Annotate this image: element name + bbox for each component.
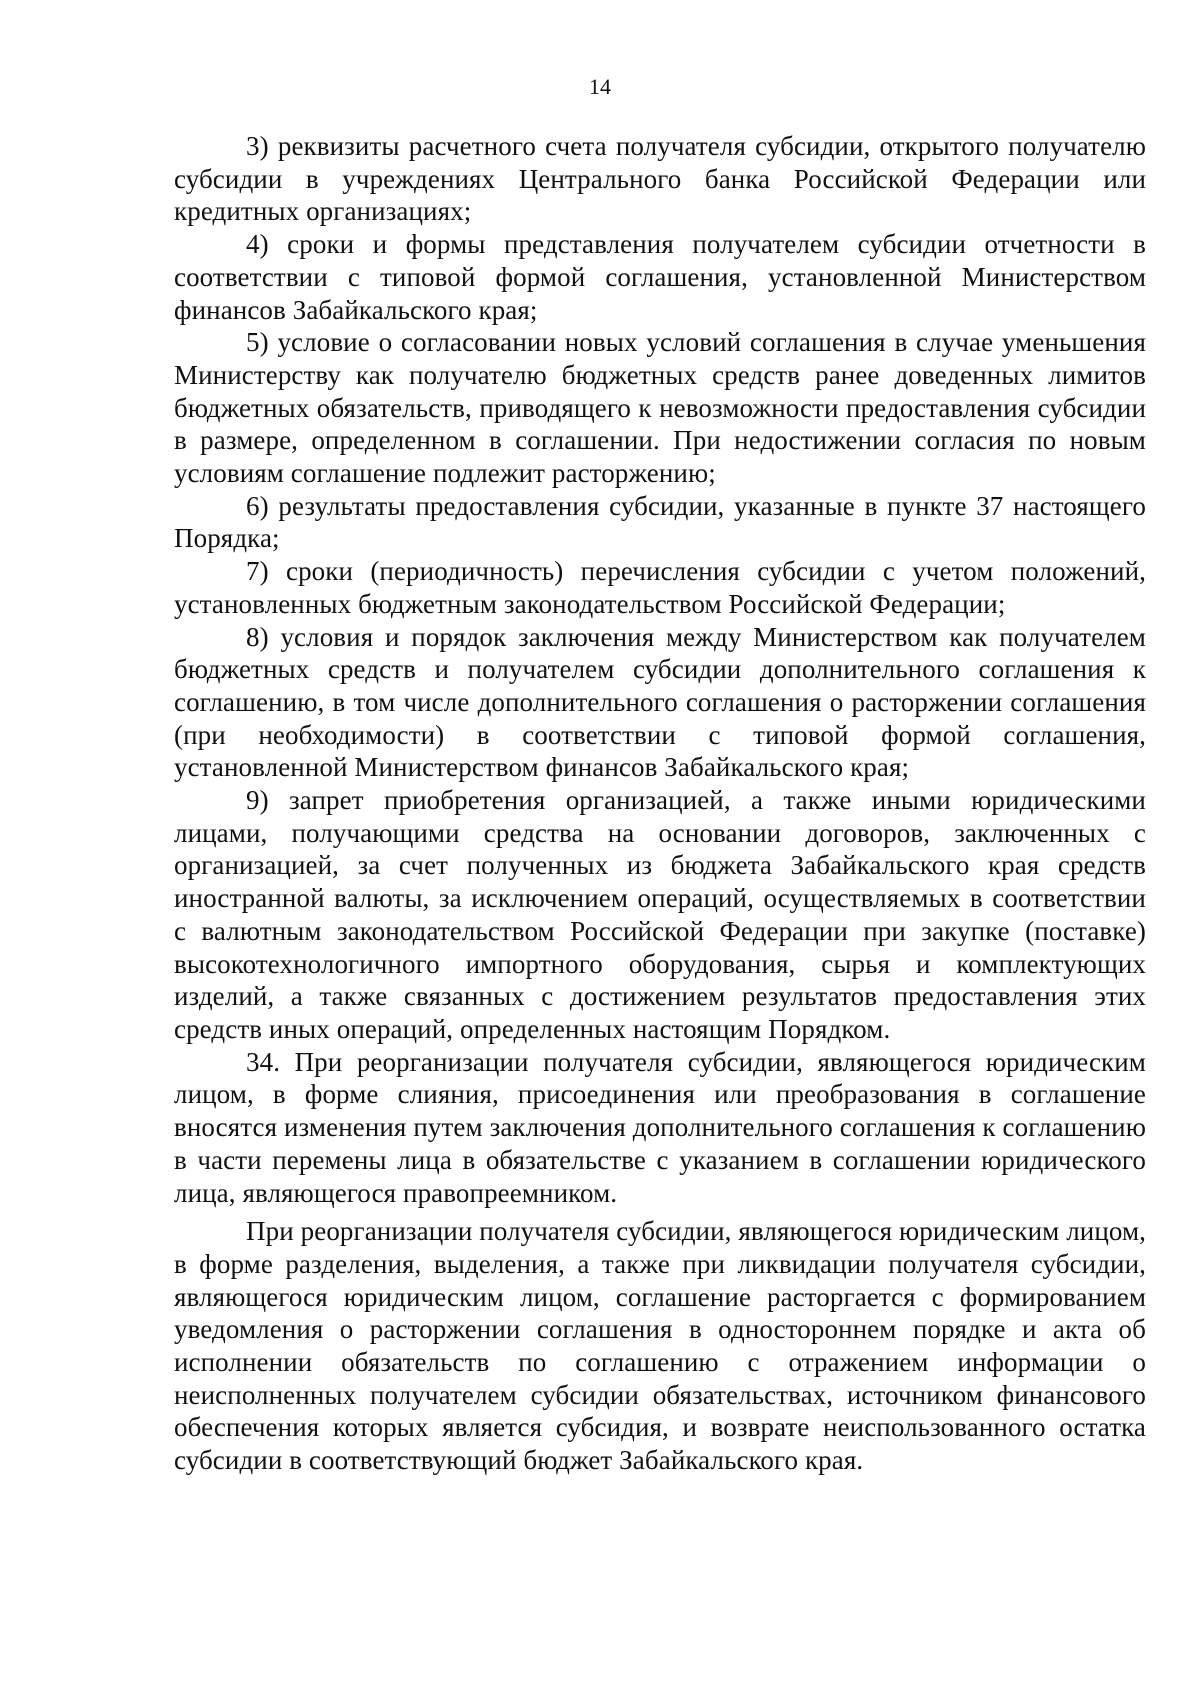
paragraph-item-8-additional-agreement: 8) условия и порядок заключения между Министерством как получателем бюджетных средств и получателем субсидии дополнительного соглашения к соглашению, в том числе дополнительного соглашения о расторжении соглашения (при необходимости) в соответствии с типовой формой соглашения, установленной Министерством финансов Забайкальского края;	[174, 621, 1146, 783]
paragraph-item-4-reporting: 4) сроки и формы представления получателем субсидии отчетности в соответствии с типовой формой соглашения, установленной Министерством финансов Забайкальского края;	[174, 229, 1146, 325]
document-body	[174, 130, 1146, 1477]
paragraph-item-3-requisites: 3) реквизиты расчетного счета получателя субсидии, открытого получателю субсидии в учреждениях Центрального банка Российской Федерации или кредитных организациях;	[174, 131, 1146, 227]
paragraph-item-5-new-conditions: 5) условие о согласовании новых условий соглашения в случае уменьшения Министерству как получателю бюджетных средств ранее доведенных лимитов бюджетных обязательств, приводящего к невозможности предоставления субсидии в размере, определенном в соглашении. При недостижении согласия по новым условиям соглашение подлежит расторжению;	[174, 327, 1146, 489]
paragraph-item-7-transfer-terms: 7) сроки (периодичность) перечисления субсидии с учетом положений, установленных бюджетным законодательством Российской Федерации;	[174, 556, 1146, 619]
paragraph-section-34-reorganization: 34. При реорганизации получателя субсидии, являющегося юридическим лицом, в форме слияния, присоединения или преобразования в соглашение вносятся изменения путем заключения дополнительного соглашения к соглашению в части перемены лица в обязательстве с указанием в соглашении юридического лица, являющегося правопреемником.	[174, 1046, 1146, 1208]
paragraph-item-6-results: 6) результаты предоставления субсидии, указанные в пункте 37 настоящего Порядка;	[174, 490, 1146, 554]
paragraph-reorganization-termination: При реорганизации получателя субсидии, являющегося юридическим лицом, в форме разделения, выделения, а также при ликвидации получателя субсидии, являющегося юридическим лицом, соглашение расторгается с формированием уведомления о расторжении соглашения в одностороннем порядке и акта об исполнении обязательств по соглашению с отражением информации о неисполненных получателем субсидии обязательствах, источником финансового обеспечения которых является субсидия, и возврате неиспользованного остатка субсидии в соответствующий бюджет Забайкальского края.	[174, 1216, 1146, 1476]
page-number: 14	[589, 74, 611, 99]
paragraph-item-9-currency-ban: 9) запрет приобретения организацией, а также иными юридическими лицами, получающими средства на основании договоров, заключенных с организацией, за счет полученных из бюджета Забайкальского края средств иностранной валюты, за исключением операций, осуществляемых в соответствии с валютным законодательством Российской Федерации при закупке (поставке) высокотехнологичного импортного оборудования, сырья и комплектующих изделий, а также связанных с достижением результатов предоставления этих средств иных операций, определенных настоящим Порядком.	[174, 785, 1146, 1044]
